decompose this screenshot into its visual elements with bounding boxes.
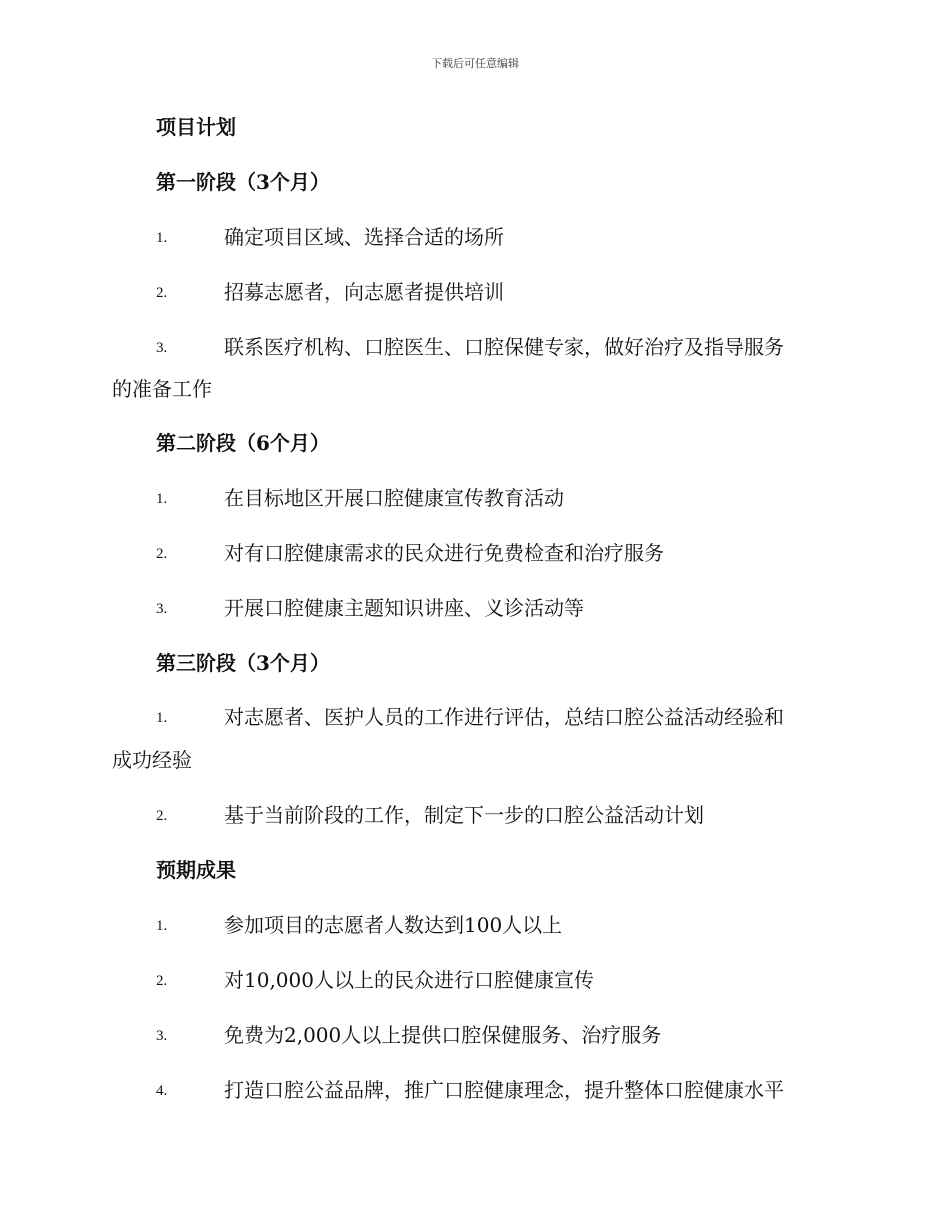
item-number: 1. xyxy=(156,230,168,246)
item-text-continuation: 的准备工作 xyxy=(112,377,212,401)
item-number: 1. xyxy=(156,710,168,726)
heading-phase-3: 第三阶段（3个月） xyxy=(156,651,330,675)
item-number: 2. xyxy=(156,973,168,989)
item-number: 2. xyxy=(156,546,168,562)
item-text: 联系医疗机构、口腔医生、口腔保健专家，做好治疗及指导服务 xyxy=(224,335,784,359)
item-number: 3. xyxy=(156,1028,168,1044)
item-text: 确定项目区域、选择合适的场所 xyxy=(224,225,504,249)
heading-outcomes: 预期成果 xyxy=(156,858,236,882)
item-number: 3. xyxy=(156,340,168,356)
item-text: 开展口腔健康主题知识讲座、义诊活动等 xyxy=(224,596,584,620)
item-number: 4. xyxy=(156,1083,168,1099)
item-text: 打造口腔公益品牌，推广口腔健康理念，提升整体口腔健康水平 xyxy=(224,1078,784,1102)
heading-phase-2: 第二阶段（6个月） xyxy=(156,431,330,455)
item-text: 对10,000人以上的民众进行口腔健康宣传 xyxy=(224,968,594,992)
item-text: 对志愿者、医护人员的工作进行评估，总结口腔公益活动经验和 xyxy=(224,705,784,729)
heading-project-plan: 项目计划 xyxy=(156,115,236,139)
item-text: 基于当前阶段的工作，制定下一步的口腔公益活动计划 xyxy=(224,803,704,827)
item-text: 在目标地区开展口腔健康宣传教育活动 xyxy=(224,486,564,510)
item-text: 招募志愿者，向志愿者提供培训 xyxy=(224,280,504,304)
item-text: 免费为2,000人以上提供口腔保健服务、治疗服务 xyxy=(224,1023,662,1047)
item-text-continuation: 成功经验 xyxy=(112,748,192,772)
heading-phase-1: 第一阶段（3个月） xyxy=(156,170,330,194)
item-text: 对有口腔健康需求的民众进行免费检查和治疗服务 xyxy=(224,541,664,565)
item-number: 1. xyxy=(156,491,168,507)
item-number: 2. xyxy=(156,285,168,301)
item-text: 参加项目的志愿者人数达到100人以上 xyxy=(224,913,563,937)
item-number: 2. xyxy=(156,808,168,824)
item-number: 1. xyxy=(156,918,168,934)
item-number: 3. xyxy=(156,601,168,617)
page-header: 下载后可任意编辑 xyxy=(431,57,519,70)
